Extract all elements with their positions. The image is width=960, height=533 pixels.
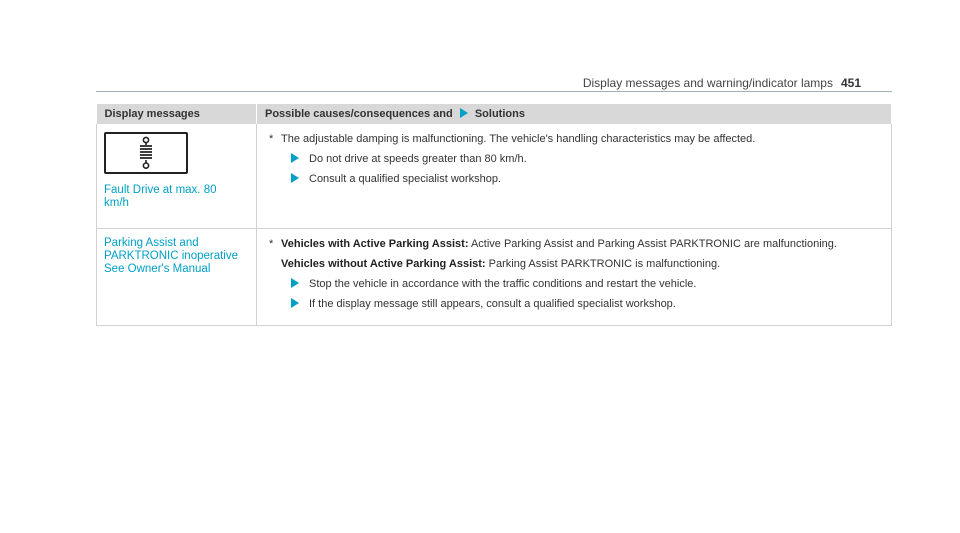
table-row xyxy=(97,124,892,228)
arrow-right-icon xyxy=(291,278,299,288)
cause-condition: Vehicles with Active Parking Assist: xyxy=(281,237,469,250)
cause-condition: Vehicles without Active Parking Assist: xyxy=(281,257,486,270)
cause-item xyxy=(269,132,883,146)
column-header-display-messages: Display messages xyxy=(97,104,257,124)
solution-text: If the display message still appears, consult a qualified specialist workshop. xyxy=(309,297,676,310)
causes-header-label: Possible causes/consequences and xyxy=(265,108,453,120)
solutions-header-label: Solutions xyxy=(474,108,525,120)
arrow-right-icon xyxy=(291,173,299,183)
cause-text: Active Parking Assist and Parking Assist PARKTRONIC are malfunctioning. xyxy=(470,237,837,250)
arrow-right-icon xyxy=(291,153,299,163)
page-number: 451 xyxy=(840,76,861,90)
solution-text: Do not drive at speeds greater than 80 km/h. xyxy=(309,153,527,165)
solution-step xyxy=(269,297,883,311)
table-header-row xyxy=(97,104,892,124)
cause-item xyxy=(269,237,883,251)
suspension-spring-icon xyxy=(136,136,156,170)
display-message-text xyxy=(104,184,248,210)
causes-solutions-cell xyxy=(257,228,892,325)
page-header xyxy=(0,0,960,96)
cause-marker: * xyxy=(269,237,274,250)
cause-item xyxy=(269,257,883,271)
solution-step xyxy=(269,172,883,186)
cause-text: The adjustable damping is malfunctioning. The vehicle's handling characteristics may be affected. xyxy=(281,133,756,145)
table-row xyxy=(97,228,892,325)
cause-marker: * xyxy=(269,133,274,145)
display-message-cell xyxy=(97,228,257,325)
display-messages-table xyxy=(96,104,892,326)
causes-solutions-cell xyxy=(257,124,892,228)
display-message-line: See Owner's Manual xyxy=(104,262,211,275)
display-message-line: Fault Drive at max. 80 xyxy=(104,184,217,196)
cause-text: Parking Assist PARKTRONIC is malfunctioning. xyxy=(488,257,721,270)
running-header xyxy=(583,76,861,90)
header-divider xyxy=(96,91,892,92)
display-message-line: PARKTRONIC inoperative xyxy=(104,249,238,262)
display-message-text xyxy=(104,237,248,276)
solution-step xyxy=(269,277,883,291)
display-message-line: Parking Assist and xyxy=(104,236,199,249)
solution-text: Consult a qualified specialist workshop. xyxy=(309,173,501,185)
solution-step xyxy=(269,152,883,166)
solution-text: Stop the vehicle in accordance with the traffic conditions and restart the vehicle. xyxy=(309,277,697,290)
display-message-line: km/h xyxy=(104,197,129,209)
arrow-right-icon xyxy=(291,298,299,308)
section-title: Display messages and warning/indicator lamps xyxy=(582,76,833,90)
arrow-right-icon xyxy=(460,108,468,118)
suspension-warning-display xyxy=(104,132,188,174)
column-header-causes-solutions xyxy=(257,104,892,124)
display-message-cell xyxy=(97,124,257,228)
